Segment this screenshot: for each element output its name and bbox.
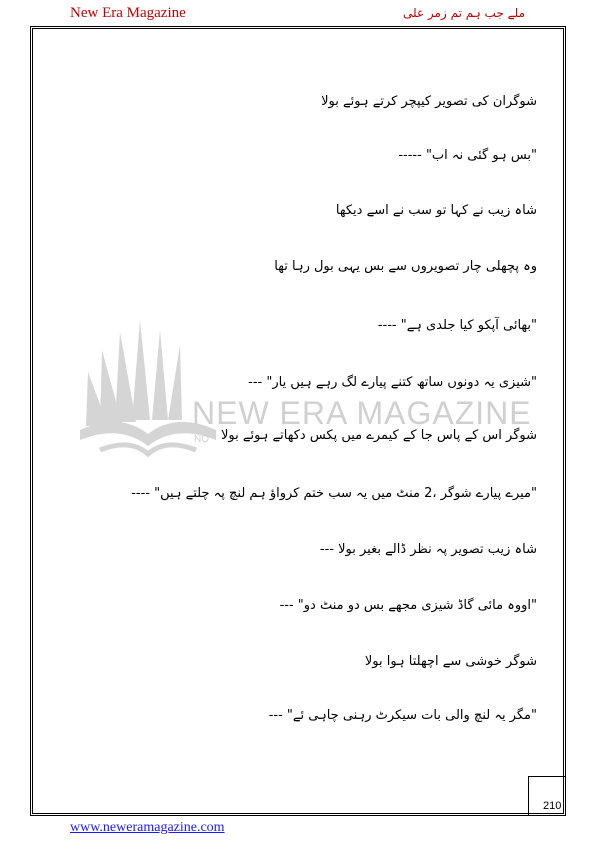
text-line: شاہ زیب تصویر پہ نظر ڈالے بغیر بولا --- [319, 542, 537, 557]
text-line: شاہ زیب نے کہا تو سب نے اسے دیکھا [335, 203, 537, 218]
text-line: شوگر خوشی سے اچھلتا ہوا بولا [364, 654, 537, 669]
text-line: وہ پچھلی چار تصویروں سے بس یہی بول رہا تھا [274, 259, 537, 274]
watermark-brand: NEW ERA MAGAZINE [192, 395, 532, 431]
text-line: شوگر اس کے پاس جا کے کیمرے میں پکس دکھاتے ہوئے بولا [220, 428, 537, 443]
page-number: 210 [543, 800, 562, 812]
text-line: "اووہ مائی گاڈ شیزی مجھے بس دو منٹ دو" --- [279, 598, 537, 613]
magazine-name-header: New Era Magazine [70, 5, 186, 21]
text-line: "میرے پیارے شوگر ،2 منٹ میں یہ سب ختم کرواؤ ہم لنچ پہ چلتے ہیں" ---- [131, 486, 537, 501]
footer-website-link[interactable]: www.neweramagazine.com [70, 820, 225, 835]
novel-title-header: ملے جب ہم تم زمر علی [402, 6, 525, 20]
text-line: "مگر یہ لنچ والی بات سیکرٹ رہنی چاہی ئے" --- [268, 708, 537, 723]
text-line: "بھائی آپکو کیا جلدی ہے" ---- [377, 318, 537, 333]
text-line: "شیزی یہ دونوں ساتھ کتنے پیارے لگ رہے ہیں یار" --- [248, 375, 537, 390]
watermark-subtext: NO [194, 434, 209, 445]
text-line: "بس ہو گئی نہ اب" ----- [398, 148, 537, 163]
text-line: شوگران کی تصویر کیپچر کرتے ہوئے بولا [321, 94, 537, 109]
